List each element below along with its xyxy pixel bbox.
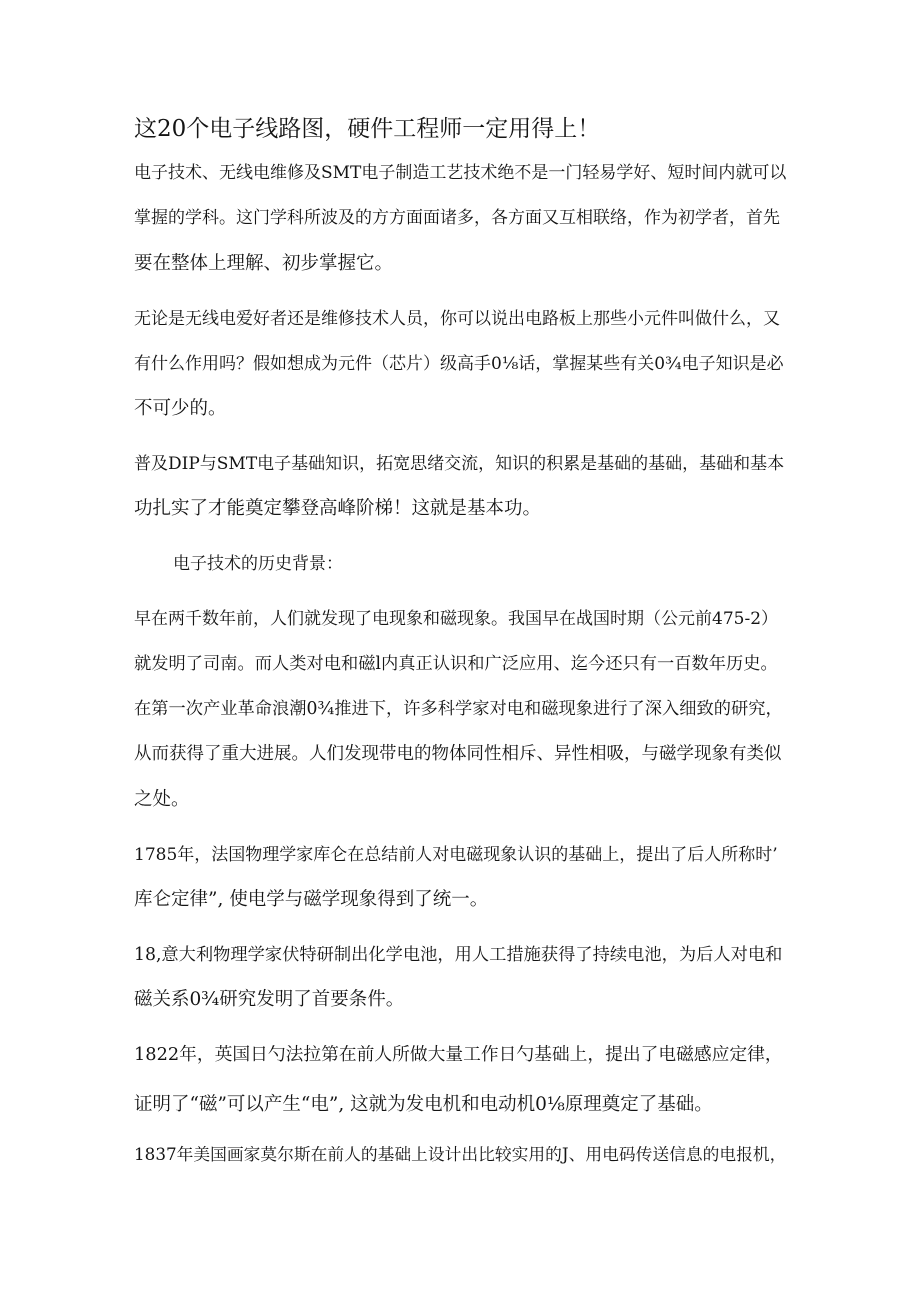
- paragraph-line: 有什么作用吗？假如想成为元件（芯片）级高手0⅛话，掌握某些有关0¾电子知识是必: [134, 354, 784, 374]
- paragraph-line: 1822年，英国日勺法拉第在前人所做大量工作日勺基础上，提出了电磁感应定律，: [134, 1045, 783, 1065]
- paragraph-line: 普及DIP与SMT电子基础知识，拓宽思绪交流，知识的积累是基础的基础，基础和基本: [134, 454, 785, 474]
- paragraph-line: 1785年，法国物理学家库仑在总结前人对电磁现象认识的基础上，提出了后人所称时’: [134, 845, 778, 865]
- paragraph-line: 在第一次产业革命浪潮0¾推进下，许多科学家对电和磁现象进行了深入细致的研究，: [134, 699, 783, 719]
- document-title: 这20个电子线路图，硬件工程师一定用得上！: [134, 116, 601, 142]
- paragraph-line: 电子技术、无线电维修及SMT电子制造工艺技术绝不是一门轻易学好、短时间内就可以: [134, 163, 787, 183]
- paragraph-line: 功扎实了才能奠定攀登高峰阶梯！这就是基本功。: [134, 498, 542, 519]
- paragraph-line: 无论是无线电爱好者还是维修技术人员，你可以说出电路板上那些小元件叫做什么，又: [134, 309, 780, 329]
- paragraph-line: 掌握的学科。这门学科所波及的方方面面诸多，各方面又互相联络，作为初学者，首先: [134, 208, 780, 228]
- paragraph-line: 不可少的。: [134, 398, 227, 419]
- paragraph-line: 之处。: [134, 789, 190, 810]
- paragraph-line: 磁关系0¾研究发明了首要条件。: [134, 989, 405, 1010]
- paragraph-line: 18,意大利物理学家伏特研制出化学电池，用人工措施获得了持续电池，为后人对电和: [134, 945, 783, 965]
- paragraph-line: 从而获得了重大进展。人们发现带电的物体同性相斥、异性相吸，与磁学现象有类似: [134, 744, 782, 764]
- section-heading: 电子技术的历史背景：: [173, 554, 343, 574]
- paragraph-line: 早在两千数年前，人们就发现了电现象和磁现象。我国早在战国时期（公元前475-2）: [134, 609, 779, 629]
- paragraph-line: 就发明了司南。而人类对电和磁l内真正认识和广泛应用、迄今还只有一百数年历史。: [134, 654, 778, 674]
- paragraph-line: 要在整体上理解、初步掌握它。: [134, 253, 394, 274]
- paragraph-line: 1837年美国画家莫尔斯在前人的基础上设计出比较实用的J、用电码传送信息的电报机，: [134, 1144, 787, 1164]
- paragraph-line: 证明了“磁”可以产生“电”, 这就为发电机和电动机0⅛原理奠定了基础。: [134, 1094, 713, 1115]
- paragraph-line: 库仑定律”, 使电学与磁学现象得到了统一。: [134, 889, 489, 910]
